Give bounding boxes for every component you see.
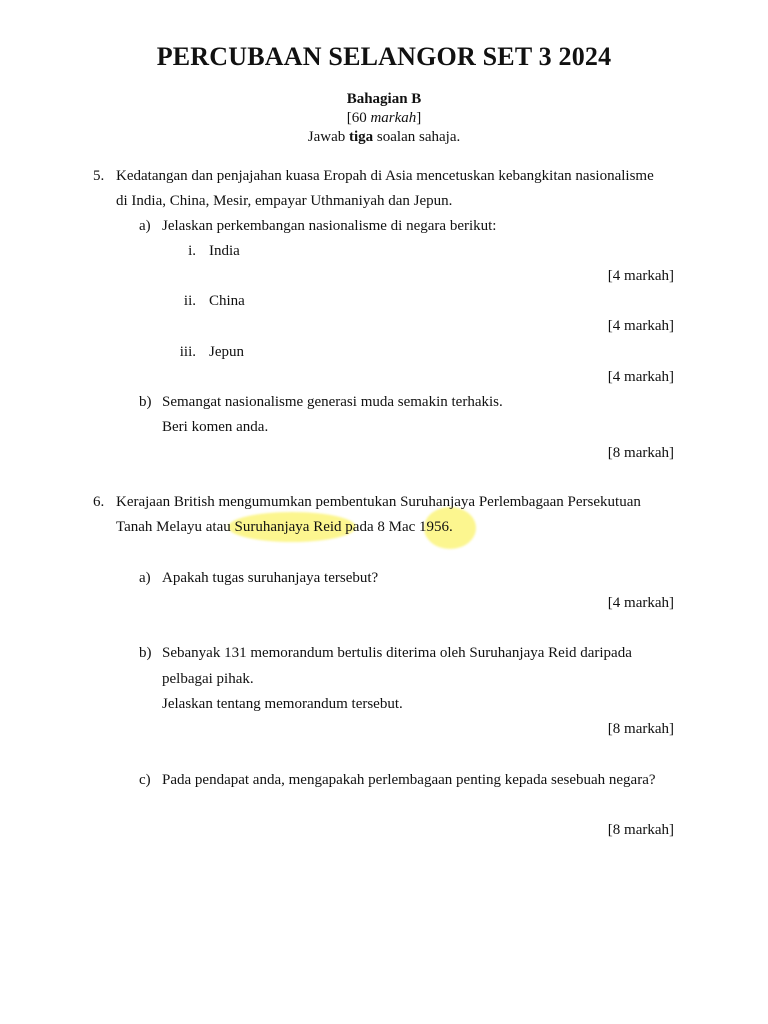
question-6-stem-line1: Kerajaan British mengumumkan pembentukan Suruhanjaya Perlembagaan Persekutuan (116, 494, 641, 510)
question-6b-marks: [8 markah] (607, 721, 674, 737)
question-5-number: 5. (93, 168, 105, 184)
item-5a-i-number: i. (188, 243, 196, 259)
item-5a-ii-text: China (209, 293, 245, 309)
question-6-stem-line2: Tanah Melayu atau Suruhanjaya Reid pada 8 Mac 1956. (116, 519, 453, 535)
question-5b-line1: Semangat nasionalisme generasi muda semakin terhakis. (162, 394, 503, 410)
question-6b-line1: Sebanyak 131 memorandum bertulis diterima oleh Suruhanjaya Reid daripada (162, 645, 632, 661)
question-6c-marks: [8 markah] (607, 822, 674, 838)
item-5a-iii-number: iii. (179, 344, 196, 360)
question-6c-label: c) (139, 772, 151, 788)
question-6b-label: b) (139, 645, 152, 661)
item-5a-i-text: India (209, 243, 240, 259)
question-6a-marks: [4 markah] (607, 595, 674, 611)
question-6b-line3: Jelaskan tentang memorandum tersebut. (162, 696, 403, 712)
item-5a-ii-number: ii. (183, 293, 196, 309)
question-6-number: 6. (93, 494, 105, 510)
section-total-marks: [60 markah] (346, 110, 422, 126)
page-title: PERCUBAAN SELANGOR SET 3 2024 (156, 42, 612, 71)
question-6c-text: Pada pendapat anda, mengapakah perlembagaan penting kepada sesebuah negara? (162, 772, 656, 788)
question-5a-text: Jelaskan perkembangan nasionalisme di negara berikut: (162, 218, 497, 234)
section-instruction: Jawab tiga soalan sahaja. (307, 129, 461, 145)
item-5a-iii-text: Jepun (209, 344, 244, 360)
question-5-stem-line1: Kedatangan dan penjajahan kuasa Eropah di Asia mencetuskan kebangkitan nasionalisme (116, 168, 654, 184)
question-5b-label: b) (139, 394, 152, 410)
item-5a-i-marks: [4 markah] (607, 268, 674, 284)
question-6b-line2: pelbagai pihak. (162, 671, 254, 687)
question-5b-line2: Beri komen anda. (162, 419, 269, 435)
question-5a-label: a) (139, 218, 151, 234)
question-5b-marks: [8 markah] (607, 445, 674, 461)
question-5-stem-line2: di India, China, Mesir, empayar Uthmaniyah dan Jepun. (116, 193, 453, 209)
item-5a-ii-marks: [4 markah] (607, 318, 674, 334)
question-6a-label: a) (139, 570, 151, 586)
question-6a-text: Apakah tugas suruhanjaya tersebut? (162, 570, 379, 586)
section-heading: Bahagian B (346, 91, 422, 107)
item-5a-iii-marks: [4 markah] (607, 369, 674, 385)
